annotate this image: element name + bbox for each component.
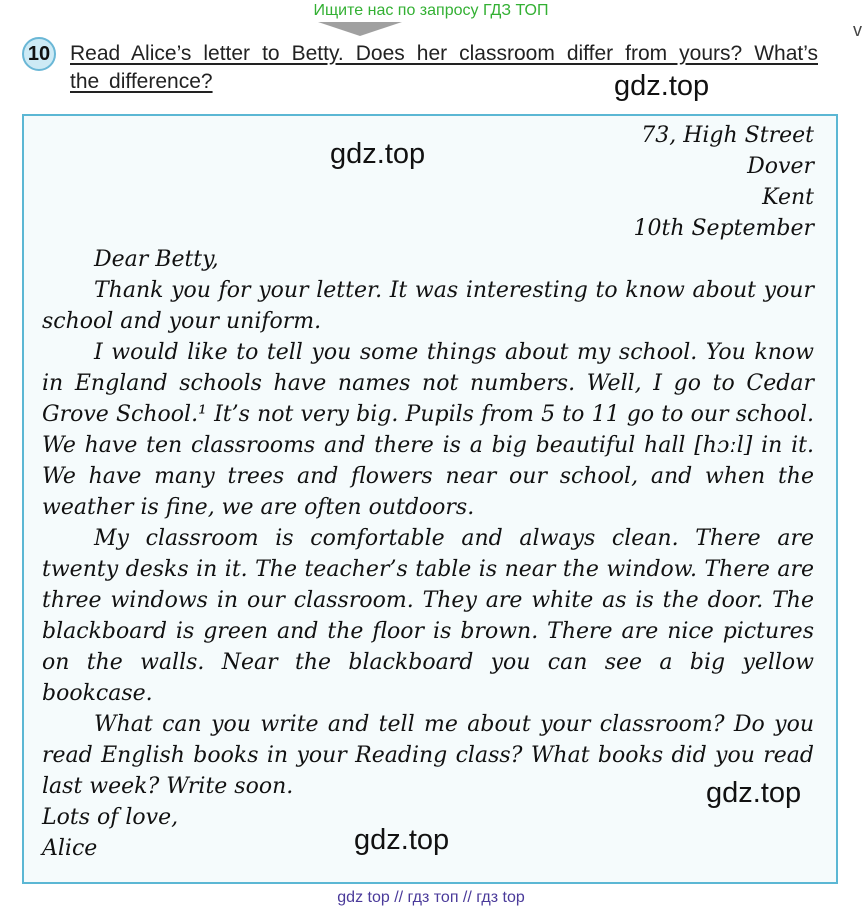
watermark: gdz.top — [706, 777, 802, 809]
watermark: gdz.top — [614, 70, 710, 102]
letter-paragraph: I would like to tell you some things about my school. You know in England schools have names not numbers. Well, I go to Cedar Grove School.¹ It’s not very big. Pupils from 5 to 11 go to our school. We have ten classrooms and there is a big beautiful hall [hɔːl] in it. We have many trees and flowers near our school, and when the weather is fine, we are often outdoors. — [42, 340, 814, 520]
top-banner-link[interactable]: Ищите нас по запросу ГДЗ ТОП — [313, 2, 549, 19]
letter-paragraph: Thank you for your letter. It was interesting to know about your school and your uniform. — [42, 278, 814, 334]
letter-paragraph: What can you write and tell me about your classroom? Do you read English books in your Reading class? What books did you read last week? Write soon. — [42, 712, 814, 799]
task-instruction: Read Alice’s letter to Betty. Does her classroom differ from yours? What’s the difference? — [70, 42, 818, 93]
watermark: gdz.top — [330, 138, 426, 170]
letter-signature: Alice — [42, 836, 98, 861]
task-number-badge: 10 — [22, 37, 56, 71]
letter-closing: Lots of love, — [42, 805, 179, 830]
letter-paragraph: My classroom is comfortable and always clean. There are twenty desks in it. The teacher’s table is near the window. There are three windows in our classroom. They are white as is the door. The blackboard is green and the floor is brown. There are nice pictures on the walls. Near the blackboard you can see a big yellow bookcase. — [42, 526, 814, 706]
banner-arrow-icon — [318, 22, 402, 36]
address-line: 73, High Street — [641, 123, 814, 148]
edge-glyph: v — [853, 20, 862, 40]
letter-body — [42, 120, 814, 864]
letter-date: 10th September — [633, 216, 814, 241]
address-line: Dover — [747, 154, 814, 179]
address-line: Kent — [762, 185, 814, 210]
footer-links[interactable]: gdz top // гдз топ // гдз top — [337, 889, 525, 906]
watermark: gdz.top — [354, 824, 450, 856]
letter-salutation: Dear Betty, — [94, 247, 219, 272]
